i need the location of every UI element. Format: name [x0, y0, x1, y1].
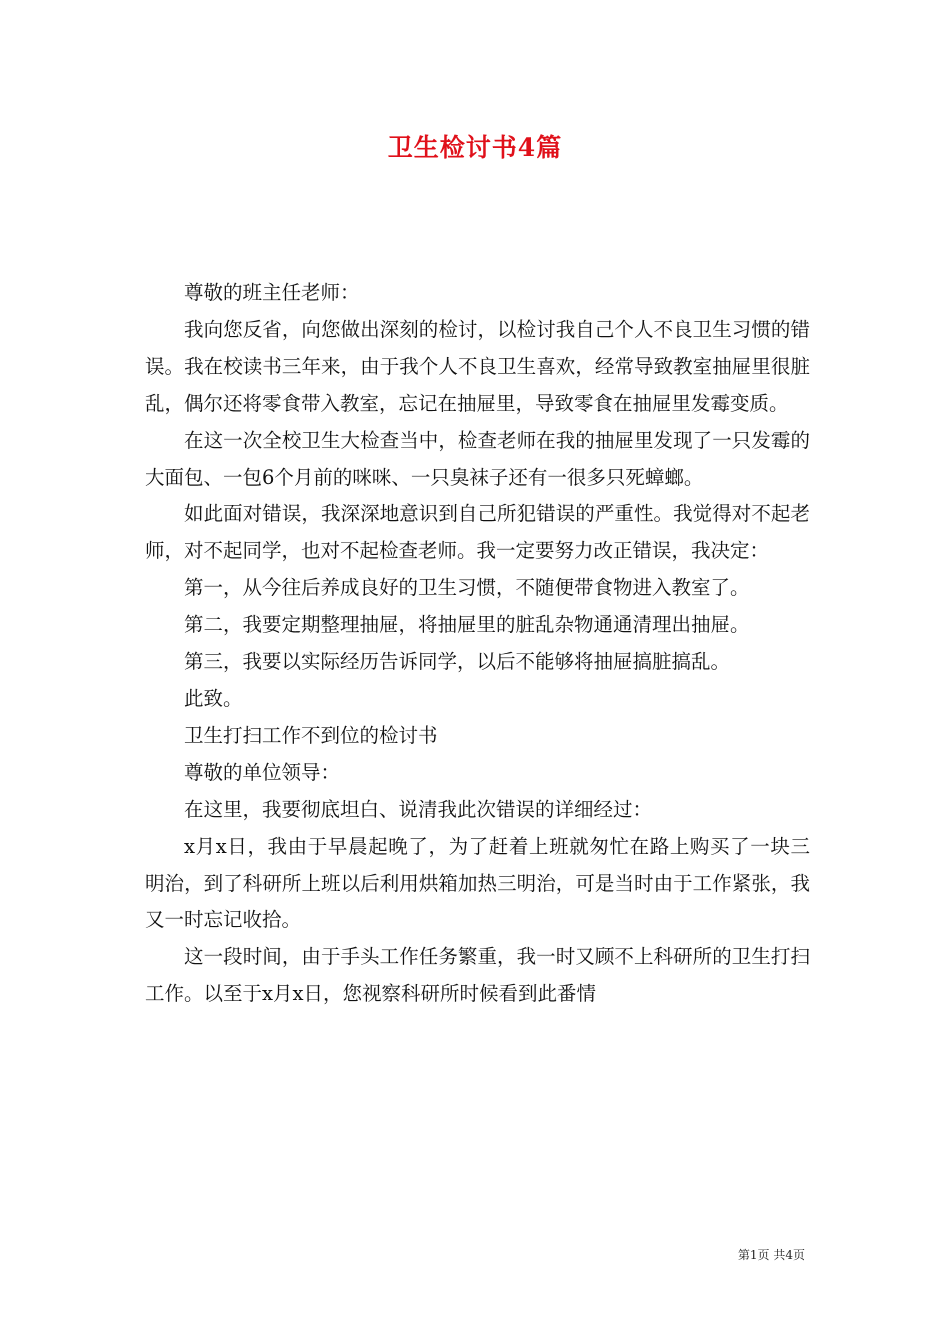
- section-heading: 卫生打扫工作不到位的检讨书: [184, 723, 438, 747]
- paragraph: 第一，从今往后养成良好的卫生习惯，不随便带食物进入教室了。: [184, 576, 750, 600]
- page-number-footer: 第1页 共4页: [737, 1248, 805, 1262]
- paragraph-salutation: 尊敬的单位领导：: [184, 760, 341, 784]
- document-title: 卫生检讨书4篇: [387, 133, 563, 162]
- paragraph: 第三，我要以实际经历告诉同学，以后不能够将抽屉搞脏搞乱。: [184, 650, 731, 674]
- paragraph: 这一段时间，由于手头工作任务繁重，我一时又顾不上科研所的卫生打扫工作。以至于x月x日，您视察科研所时候看到此番情: [145, 945, 810, 1006]
- paragraph: 在这一次全校卫生大检查当中，检查老师在我的抽屉里发现了一只发霉的大面包、一包6个月前的咪咪、一只臭袜子还有一很多只死蟑螂。: [145, 428, 810, 489]
- paragraph-salutation: 尊敬的班主任老师：: [184, 281, 360, 304]
- paragraph: x月x日，我由于早晨起晚了，为了赶着上班就匆忙在路上购买了一块三明治，到了科研所上班以后利用烘箱加热三明治，可是当时由于工作紧张，我又一时忘记收拾。: [145, 834, 810, 932]
- document-body: [145, 275, 810, 1013]
- paragraph-closing: 此致。: [184, 686, 243, 710]
- paragraph: 如此面对错误，我深深地意识到自己所犯错误的严重性。我觉得对不起老师，对不起同学，也对不起检查老师。我一定要努力改正错误，我决定：: [145, 502, 810, 563]
- paragraph: 第二，我要定期整理抽屉，将抽屉里的脏乱杂物通通清理出抽屉。: [184, 613, 750, 637]
- paragraph: 我向您反省，向您做出深刻的检讨，以检讨我自己个人不良卫生习惯的错误。我在校读书三年来，由于我个人不良卫生喜欢，经常导致教室抽屉里很脏乱，偶尔还将零食带入教室，忘记在抽屉里，导致零食在抽屉里发霉变质。: [145, 317, 810, 415]
- paragraph: 在这里，我要彻底坦白、说清我此次错误的详细经过：: [184, 797, 653, 821]
